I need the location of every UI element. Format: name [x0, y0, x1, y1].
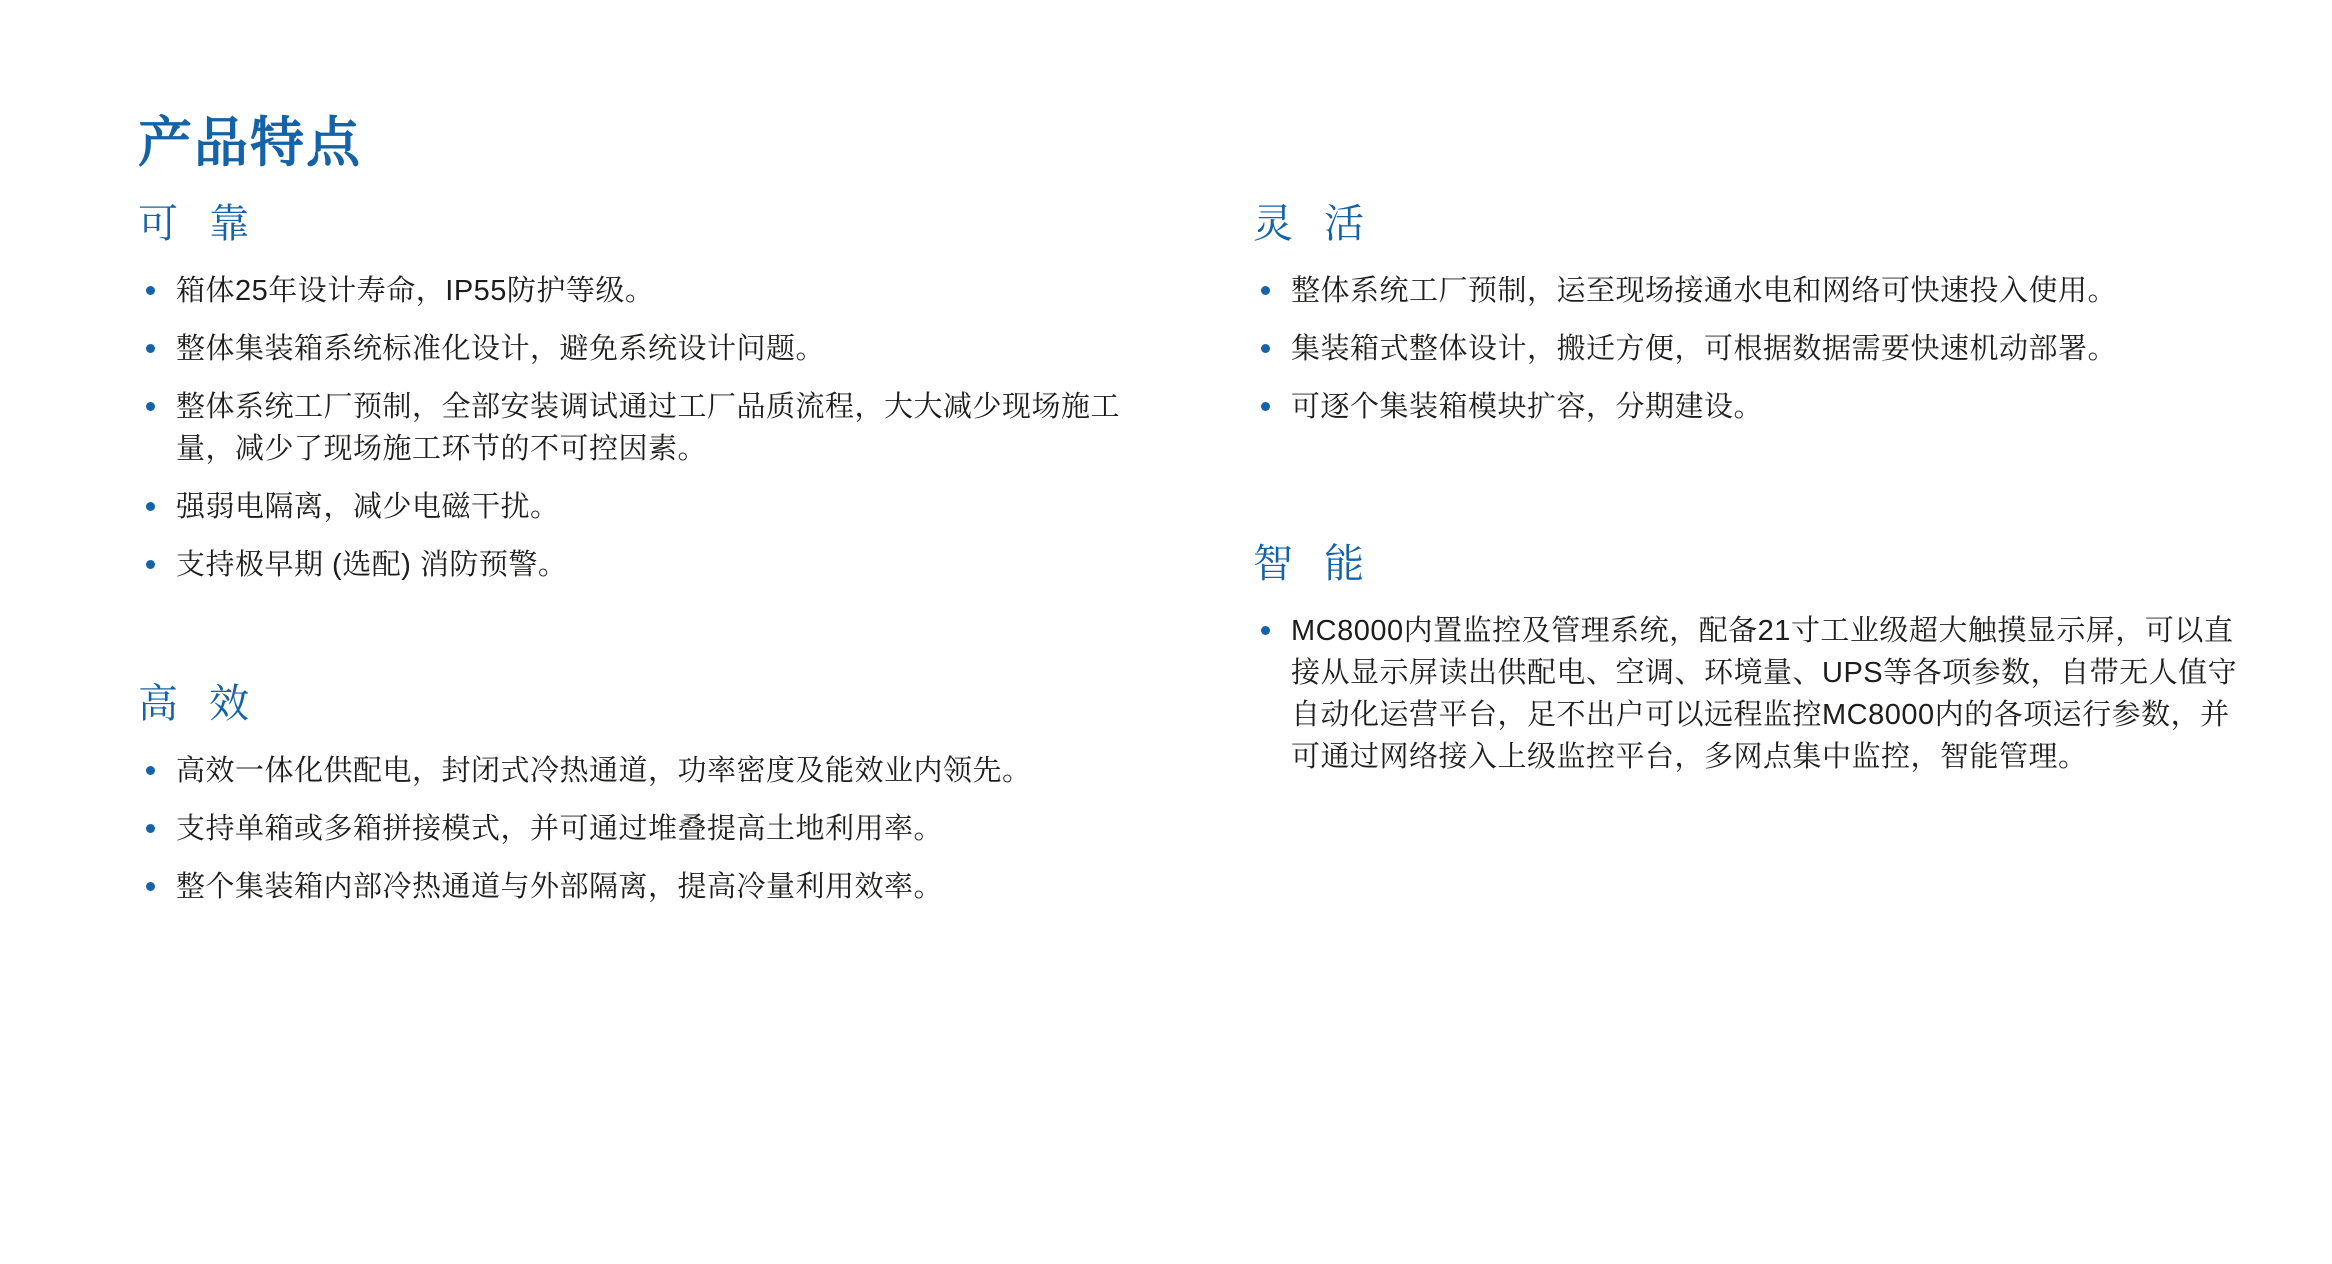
feature-list-efficient: [138, 750, 1143, 908]
list-item: MC8000内置监控及管理系统，配备21寸工业级超大触摸显示屏，可以直接从显示屏读出供配电、空调、环境量、UPS等各项参数，自带无人值守自动化运营平台，足不出户可以远程监控MC8000内的各项运行参数，并可通过网络接入上级监控平台，多网点集中监控，智能管理。: [1253, 610, 2258, 778]
section-heading-reliable: 可 靠: [138, 202, 260, 246]
list-item: 整体系统工厂预制，运至现场接通水电和网络可快速投入使用。: [1253, 270, 2258, 312]
list-item: 集装箱式整体设计，搬迁方便，可根据数据需要快速机动部署。: [1253, 328, 2258, 370]
list-item: 高效一体化供配电，封闭式冷热通道，功率密度及能效业内领先。: [138, 750, 1143, 792]
list-item: 整体集装箱系统标准化设计，避免系统设计问题。: [138, 328, 1143, 370]
list-item: 支持单箱或多箱拼接模式，并可通过堆叠提高土地利用率。: [138, 808, 1143, 850]
list-item: 支持极早期 (选配) 消防预警。: [138, 544, 1143, 586]
list-item: 强弱电隔离，减少电磁干扰。: [138, 486, 1143, 528]
feature-section-reliable: [138, 200, 1143, 602]
feature-list-smart: [1253, 610, 2258, 778]
feature-list-flexible: [1253, 270, 2258, 428]
feature-section-efficient: [138, 680, 1143, 924]
feature-list-reliable: [138, 270, 1143, 586]
section-heading-efficient: 高 效: [138, 682, 260, 727]
list-item: 可逐个集装箱模块扩容，分期建设。: [1253, 386, 2258, 428]
page-title: 产品特点: [138, 113, 362, 174]
section-heading-flexible: 灵 活: [1253, 202, 1375, 246]
list-item: 箱体25年设计寿命，IP55防护等级。: [138, 270, 1143, 312]
feature-column-left: [138, 200, 1143, 982]
feature-column-right: [1253, 200, 2258, 982]
section-heading-smart: 智 能: [1253, 542, 1375, 587]
feature-section-smart: [1253, 540, 2258, 794]
feature-section-flexible: [1253, 200, 2258, 444]
list-item: 整体系统工厂预制，全部安装调试通过工厂品质流程，大大减少现场施工量，减少了现场施工环节的不可控因素。: [138, 386, 1143, 470]
list-item: 整个集装箱内部冷热通道与外部隔离，提高冷量利用效率。: [138, 866, 1143, 908]
feature-columns: [138, 200, 2258, 982]
